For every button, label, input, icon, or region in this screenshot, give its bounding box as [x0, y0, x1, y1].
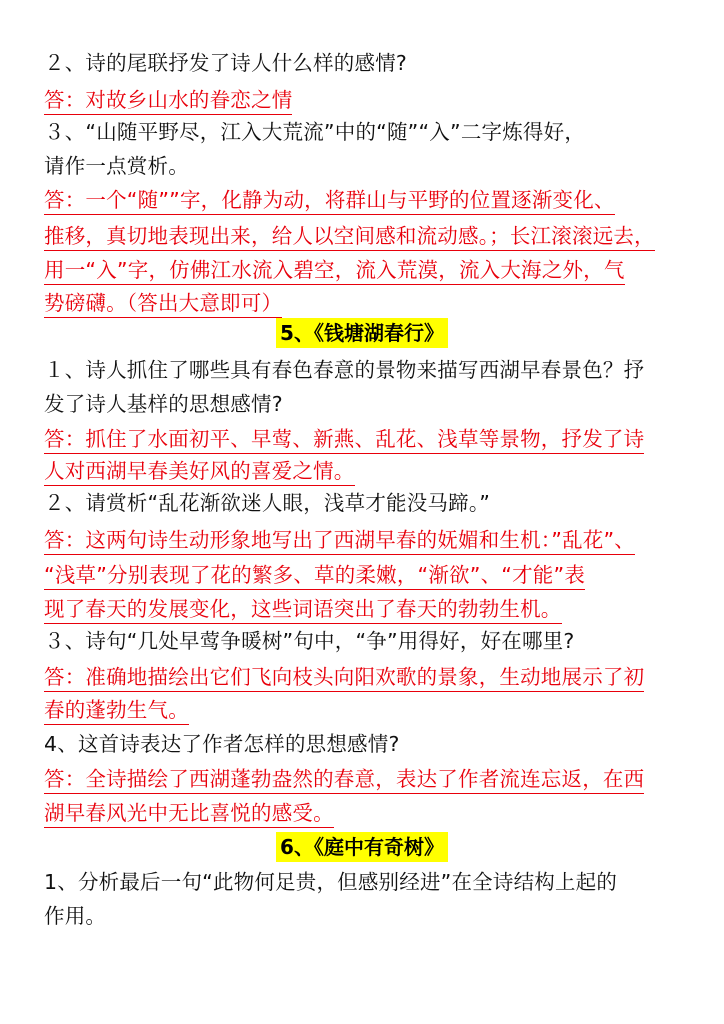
- answer-text: 答：抓住了水面初平、早莺、新燕、乱花、浅草等景物，抒发了诗: [44, 427, 644, 454]
- answer-text: 用一“入”字，仿佛江水流入碧空，流入荒漠，流入大海之外，气: [44, 258, 625, 285]
- answer-line: [44, 766, 644, 792]
- answer-text: 答：一个“随””字，化静为动，将群山与平野的位置逐渐变化、: [44, 188, 615, 215]
- answer-text: 答：这两句诗生动形象地写出了西湖早春的妩媚和生机：”乱花”、: [44, 528, 635, 555]
- answer-line: [44, 290, 282, 316]
- answer-line: [44, 223, 655, 249]
- answer-line: [44, 562, 585, 588]
- answer-text: 现了春天的发展变化，这些词语突出了春天的勃勃生机。: [44, 597, 562, 624]
- answer-text: 答：全诗描绘了西湖蓬勃盎然的春意，表达了作者流连忘返，在西: [44, 767, 644, 794]
- question-line: 发了诗人基样的思想感情?: [44, 392, 283, 416]
- answer-line: [44, 257, 625, 283]
- section-heading: 6、《庭中有奇树》: [276, 832, 448, 862]
- answer-line: [44, 458, 355, 484]
- answer-text: 答：准确地描绘出它们飞向枝头向阳欢歌的景象，生动地展示了初: [44, 665, 644, 692]
- answer-line: [44, 697, 189, 723]
- answer-line: [44, 664, 644, 690]
- answer-text: “浅草”分别表现了花的繁多、草的柔嫩，“渐欲”、“才能”表: [44, 563, 585, 590]
- section-heading-row: [0, 832, 724, 862]
- question-line: 1、分析最后一句“此物何足贵，但感别经进”在全诗结构上起的: [44, 870, 618, 894]
- question-line: １、诗人抓住了哪些具有春色春意的景物来描写西湖早春景色？抒: [44, 358, 645, 382]
- question-line: 作用。: [44, 904, 107, 928]
- question-line: ２、请赏析“乱花渐欲迷人眼，浅草才能没马蹄。”: [44, 491, 491, 515]
- question-line: 4、这首诗表达了作者怎样的思想感情?: [44, 732, 400, 756]
- answer-line: [44, 800, 334, 826]
- answer-text: 答：对故乡山水的眷恋之情: [44, 88, 292, 115]
- answer-text: 春的蓬勃生气。: [44, 698, 189, 725]
- question-line: ３、诗句“几处早莺争暖树”句中，“争”用得好，好在哪里?: [44, 629, 575, 653]
- answer-text: 人对西湖早春美好风的喜爱之情。: [44, 459, 355, 486]
- answer-line: [44, 527, 635, 553]
- answer-text: 势磅礴。（答出大意即可）: [44, 291, 282, 318]
- section-heading-row: [0, 318, 724, 348]
- answer-line: [44, 87, 292, 113]
- answer-line: [44, 596, 562, 622]
- section-heading: 5、《钱塘湖春行》: [276, 318, 448, 348]
- question-line: ２、诗的尾联抒发了诗人什么样的感情?: [44, 51, 407, 75]
- answer-line: [44, 426, 644, 452]
- question-line: ３、“山随平野尽，江入大荒流”中的“随”“入”二字炼得好，: [44, 120, 586, 144]
- answer-text: 湖早春风光中无比喜悦的感受。: [44, 801, 334, 828]
- question-line: 请作一点赏析。: [44, 154, 189, 178]
- answer-line: [44, 187, 615, 213]
- answer-text: 推移，真切地表现出来，给人以空间感和流动感。；长江滚滚远去，: [44, 224, 655, 251]
